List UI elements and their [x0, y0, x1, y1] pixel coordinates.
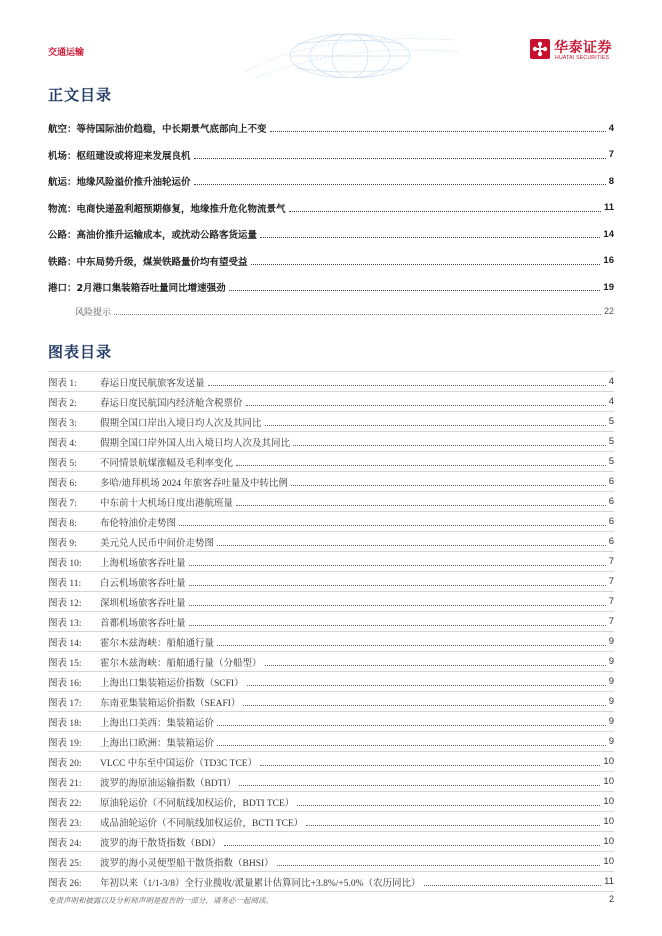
- figure-title: 春运日度民航旅客发送量: [100, 378, 205, 389]
- figure-title: 年初以来（1/1-3/8）全行业揽收/派量累计估算同比+3.8%/+5.0%（农历同比）: [100, 878, 421, 889]
- dot-leader: [217, 544, 606, 546]
- figure-page: 4: [608, 376, 614, 387]
- dot-leader: [189, 584, 606, 586]
- figure-page: 9: [608, 676, 614, 687]
- figure-title: 上海机场旅客吞吐量: [100, 558, 186, 569]
- toc-entry[interactable]: [48, 274, 614, 301]
- toc-entry-page: 7: [608, 149, 614, 161]
- toc-entry-page: 19: [603, 281, 614, 293]
- figure-list-entry[interactable]: [48, 872, 614, 892]
- figure-page: 10: [603, 756, 614, 767]
- figure-title: 多哈/迪拜机场 2024 年旅客吞吐量及中转比例: [100, 478, 288, 489]
- figure-label: 图表 2:: [48, 398, 77, 409]
- toc-list: [48, 115, 614, 322]
- figure-list-entry[interactable]: [48, 492, 614, 512]
- toc-entry-title: 公路：高油价推升运输成本，或扰动公路客货运量: [48, 230, 258, 242]
- dot-leader: [270, 130, 606, 132]
- figure-title: 不同情景航煤涨幅及毛利率变化: [100, 458, 234, 469]
- dot-leader: [265, 664, 606, 666]
- figure-list-entry[interactable]: [48, 472, 614, 492]
- toc-entry[interactable]: [48, 142, 614, 169]
- figure-title: 首都机场旅客吞吐量: [100, 618, 186, 629]
- toc-entry-page: 14: [603, 228, 614, 240]
- toc-entry-page: 22: [603, 306, 614, 316]
- figure-list-entry[interactable]: [48, 852, 614, 872]
- toc-entry[interactable]: [48, 248, 614, 275]
- figure-label: 图表 3:: [48, 418, 77, 429]
- figure-label: 图表 7:: [48, 498, 77, 509]
- dot-leader: [243, 704, 605, 706]
- figure-list-entry[interactable]: [48, 752, 614, 772]
- figure-list-section-title: 图表目录: [48, 343, 113, 361]
- figure-list-entry[interactable]: [48, 452, 614, 472]
- figure-title: 波罗的海小灵便型船干散货指数（BHSI）: [100, 858, 274, 869]
- figure-list-entry[interactable]: [48, 632, 614, 652]
- figure-page: 9: [608, 636, 614, 647]
- dot-leader: [189, 624, 606, 626]
- figure-label: 图表 22:: [48, 798, 82, 809]
- figure-page: 7: [608, 596, 614, 607]
- figure-page: 4: [608, 396, 614, 407]
- dot-leader: [260, 764, 600, 766]
- dot-leader: [289, 210, 601, 212]
- toc-entry[interactable]: [48, 115, 614, 142]
- dot-leader: [424, 884, 602, 886]
- figure-list: [48, 371, 614, 892]
- figure-page: 10: [603, 856, 614, 867]
- figure-label: 图表 12:: [48, 598, 82, 609]
- figure-label: 图表 24:: [48, 838, 82, 849]
- figure-list-entry[interactable]: [48, 832, 614, 852]
- figure-page: 6: [608, 496, 614, 507]
- dot-leader: [194, 183, 606, 185]
- company-logo: [530, 38, 620, 66]
- figure-label: 图表 18:: [48, 718, 82, 729]
- toc-entry-title: 风险提示: [75, 307, 112, 318]
- figure-page: 7: [608, 576, 614, 587]
- figure-label: 图表 11:: [48, 578, 82, 589]
- toc-section-title: 正文目录: [48, 86, 113, 104]
- dot-leader: [189, 604, 606, 606]
- dot-leader: [217, 644, 606, 646]
- figure-page: 10: [603, 776, 614, 787]
- figure-page: 5: [608, 416, 614, 427]
- figure-title: 美元兑人民币中间价走势图: [100, 538, 215, 549]
- figure-list-entry[interactable]: [48, 692, 614, 712]
- logo-name-en: HUATAI SECURITIES: [555, 55, 610, 61]
- dot-leader: [306, 824, 600, 826]
- toc-entry-title: 铁路：中东局势升级，煤炭铁路量价均有望受益: [48, 256, 248, 268]
- dot-leader: [229, 289, 601, 291]
- dot-leader: [236, 464, 606, 466]
- dot-leader: [251, 263, 601, 265]
- figure-title: 上海出口欧洲：集装箱运价: [100, 738, 215, 749]
- figure-title: 上海出口美西：集装箱运价: [100, 718, 215, 729]
- dot-leader: [293, 444, 606, 446]
- toc-entry-title: 港口：2月港口集装箱吞吐量同比增速强劲: [48, 283, 226, 295]
- toc-entry-page: 16: [603, 255, 614, 267]
- toc-entry[interactable]: [48, 221, 614, 248]
- dot-leader: [246, 404, 606, 406]
- figure-page: 10: [603, 796, 614, 807]
- figure-title: 春运日度民航国内经济舱含税票价: [100, 398, 243, 409]
- toc-entry-title: 航空：等待国际油价趋稳，中长期景气底部向上不变: [48, 124, 267, 136]
- figure-list-entry[interactable]: [48, 612, 614, 632]
- figure-list-entry[interactable]: [48, 712, 614, 732]
- figure-title: 东南亚集装箱运价指数（SEAFI）: [100, 698, 241, 709]
- figure-label: 图表 25:: [48, 858, 82, 869]
- report-sector-label: 交通运输: [48, 48, 85, 58]
- figure-title: 成品油轮运价（不同航线加权运价，BCTI TCE）: [100, 818, 304, 829]
- figure-label: 图表 5:: [48, 458, 77, 469]
- footer-disclaimer: 免责声明和披露以及分析师声明是报告的一部分，请务必一起阅读。: [48, 896, 273, 905]
- figure-label: 图表 23:: [48, 818, 82, 829]
- figure-page: 9: [608, 696, 614, 707]
- figure-page: 6: [608, 536, 614, 547]
- figure-list-entry[interactable]: [48, 572, 614, 592]
- toc-entry-risk[interactable]: [75, 301, 614, 322]
- figure-page: 9: [608, 736, 614, 747]
- figure-list-entry[interactable]: [48, 432, 614, 452]
- figure-list-entry[interactable]: [48, 532, 614, 552]
- figure-title: 霍尔木兹海峡：船舶通行量: [100, 638, 215, 649]
- figure-list-entry[interactable]: [48, 552, 614, 572]
- figure-page: 6: [608, 476, 614, 487]
- figure-list-entry[interactable]: [48, 512, 614, 532]
- figure-page: 9: [608, 716, 614, 727]
- figure-list-entry[interactable]: [48, 732, 614, 752]
- figure-label: 图表 14:: [48, 638, 82, 649]
- toc-entry[interactable]: [48, 168, 614, 195]
- dot-leader: [247, 684, 606, 686]
- figure-page: 11: [604, 876, 614, 887]
- figure-list-entry[interactable]: [48, 392, 614, 412]
- figure-title: 布伦特油价走势图: [100, 518, 177, 529]
- figure-label: 图表 15:: [48, 658, 82, 669]
- toc-entry-page: 4: [608, 122, 614, 134]
- figure-label: 图表 13:: [48, 618, 82, 629]
- figure-list-entry[interactable]: [48, 592, 614, 612]
- figure-list-entry[interactable]: [48, 812, 614, 832]
- dot-leader: [239, 784, 600, 786]
- dot-leader: [114, 313, 601, 315]
- dot-leader: [224, 844, 601, 846]
- figure-label: 图表 21:: [48, 778, 82, 789]
- dot-leader: [189, 564, 606, 566]
- figure-title: 假期全国口岸外国人出入境日均人次及其同比: [100, 438, 291, 449]
- figure-title: 波罗的海原油运输指数（BDTI）: [100, 778, 237, 789]
- figure-list-entry[interactable]: [48, 372, 614, 392]
- toc-entry-page: 11: [603, 202, 614, 214]
- figure-title: 白云机场旅客吞吐量: [100, 578, 186, 589]
- figure-list-entry[interactable]: [48, 792, 614, 812]
- figure-page: 10: [603, 816, 614, 827]
- figure-label: 图表 9:: [48, 538, 77, 549]
- figure-label: 图表 19:: [48, 738, 82, 749]
- figure-label: 图表 26:: [48, 878, 82, 889]
- figure-label: 图表 16:: [48, 678, 82, 689]
- figure-page: 7: [608, 556, 614, 567]
- dot-leader: [297, 804, 600, 806]
- figure-title: VLCC 中东至中国运价（TD3C TCE）: [100, 758, 258, 769]
- figure-title: 中东前十大机场日度出港航班量: [100, 498, 234, 509]
- figure-list-entry[interactable]: [48, 772, 614, 792]
- dot-leader: [194, 157, 606, 159]
- figure-title: 原油轮运价（不同航线加权运价，BDTI TCE）: [100, 798, 295, 809]
- figure-label: 图表 10:: [48, 558, 82, 569]
- figure-page: 5: [608, 456, 614, 467]
- figure-page: 10: [603, 836, 614, 847]
- header-decoration: [235, 22, 465, 78]
- toc-entry-title: 机场：枢纽建设或将迎来发展良机: [48, 150, 191, 162]
- figure-page: 6: [608, 516, 614, 527]
- toc-entry[interactable]: [48, 195, 614, 222]
- dot-leader: [236, 504, 606, 506]
- logo-name-cn: 华泰证券: [554, 40, 612, 56]
- figure-page: 5: [608, 436, 614, 447]
- figure-title: 深圳机场旅客吞吐量: [100, 598, 186, 609]
- dot-leader: [277, 864, 601, 866]
- figure-title: 上海出口集装箱运价指数（SCFI）: [100, 678, 244, 689]
- toc-entry-title: 物流：电商快递盈利超预期修复，地缘推升危化物流景气: [48, 203, 286, 215]
- figure-list-entry[interactable]: [48, 412, 614, 432]
- figure-list-entry[interactable]: [48, 672, 614, 692]
- dot-leader: [208, 384, 606, 386]
- toc-entry-page: 8: [608, 175, 614, 187]
- figure-title: 假期全国口岸出入境日均人次及其同比: [100, 418, 262, 429]
- figure-label: 图表 8:: [48, 518, 77, 529]
- dot-leader: [260, 236, 600, 238]
- figure-title: 波罗的海干散货指数（BDI）: [100, 838, 221, 849]
- page-number: 2: [608, 894, 614, 904]
- figure-label: 图表 20:: [48, 758, 82, 769]
- figure-label: 图表 1:: [48, 378, 77, 389]
- figure-page: 7: [608, 616, 614, 627]
- figure-label: 图表 4:: [48, 438, 77, 449]
- figure-list-entry[interactable]: [48, 652, 614, 672]
- dot-leader: [265, 424, 606, 426]
- figure-title: 霍尔木兹海峡：船舶通行量（分船型）: [100, 658, 262, 669]
- figure-label: 图表 6:: [48, 478, 77, 489]
- dot-leader: [291, 484, 606, 486]
- dot-leader: [217, 724, 606, 726]
- toc-entry-title: 航运：地缘风险溢价推升油轮运价: [48, 177, 191, 189]
- huatai-logo-icon: [530, 39, 550, 59]
- dot-leader: [179, 524, 606, 526]
- dot-leader: [217, 744, 606, 746]
- figure-page: 9: [608, 656, 614, 667]
- figure-label: 图表 17:: [48, 698, 82, 709]
